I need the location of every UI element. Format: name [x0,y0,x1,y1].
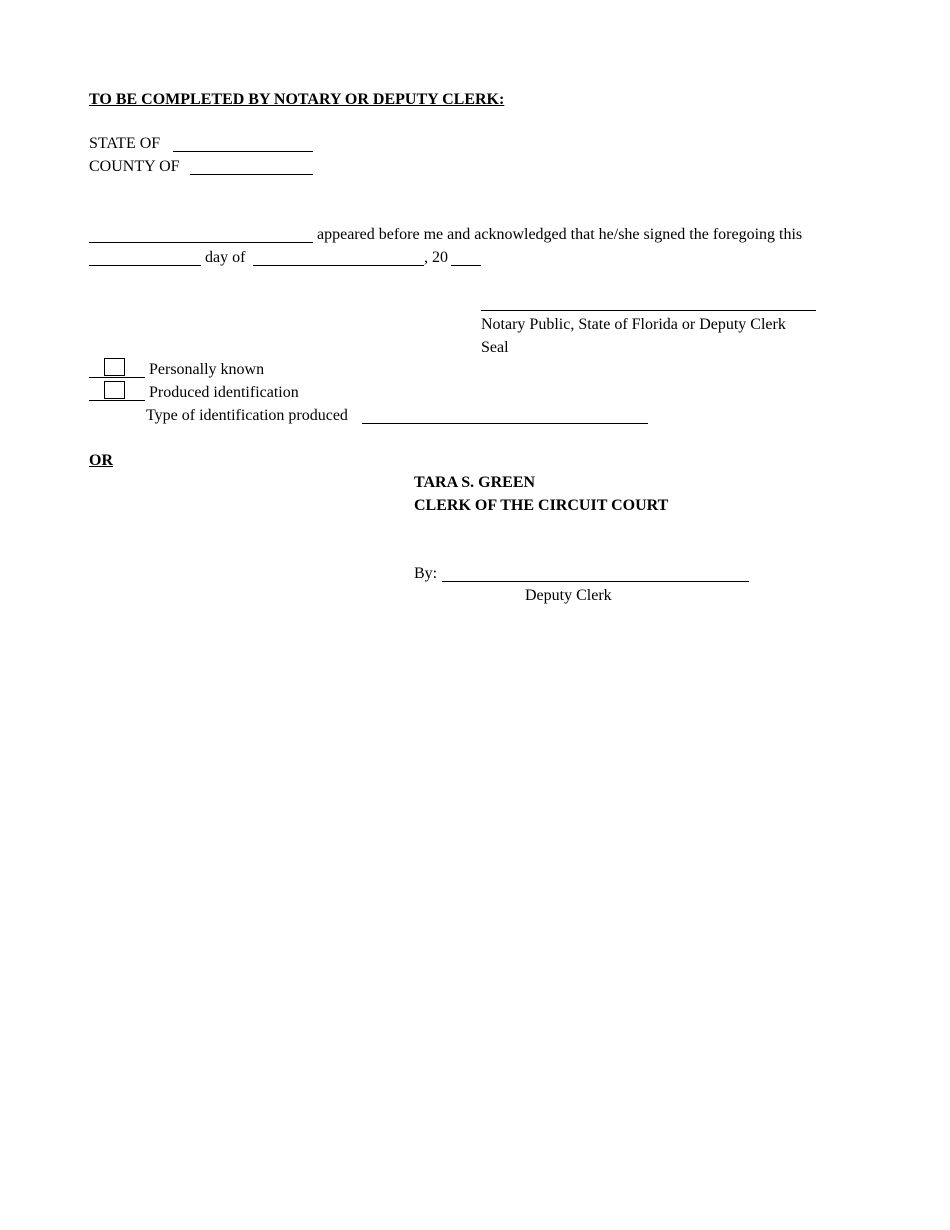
signer-name-field[interactable] [89,242,313,243]
deputy-clerk-caption: Deputy Clerk [525,587,612,604]
day-field[interactable] [89,265,201,266]
identification-type-label: Type of identification produced [146,407,348,424]
year-prefix-label: , 20 [424,249,448,266]
form-heading: TO BE COMPLETED BY NOTARY OR DEPUTY CLERK: [89,91,505,108]
produced-identification-underline [89,400,145,401]
clerk-title: CLERK OF THE CIRCUIT COURT [414,497,669,514]
acknowledgment-text: appeared before me and acknowledged that he/she signed the foregoing this [317,226,803,243]
state-field[interactable] [173,151,313,152]
state-label: STATE OF [89,135,161,152]
produced-identification-checkbox[interactable] [104,381,125,399]
produced-identification-label: Produced identification [149,384,299,401]
personally-known-checkbox[interactable] [104,358,125,376]
county-field[interactable] [190,174,313,175]
month-field[interactable] [253,265,424,266]
notary-signature-caption: Notary Public, State of Florida or Deputy Clerk [481,316,786,333]
clerk-name: TARA S. GREEN [414,474,536,491]
or-label: OR [89,452,113,469]
seal-label: Seal [481,339,509,356]
notary-signature-line[interactable] [481,310,816,311]
deputy-clerk-signature-line[interactable] [442,581,749,582]
identification-type-field[interactable] [362,423,648,424]
by-label: By: [414,565,438,582]
day-of-label: day of [205,249,246,266]
county-label: COUNTY OF [89,158,180,175]
year-field[interactable] [451,265,481,266]
personally-known-underline [89,377,145,378]
personally-known-label: Personally known [149,361,265,378]
